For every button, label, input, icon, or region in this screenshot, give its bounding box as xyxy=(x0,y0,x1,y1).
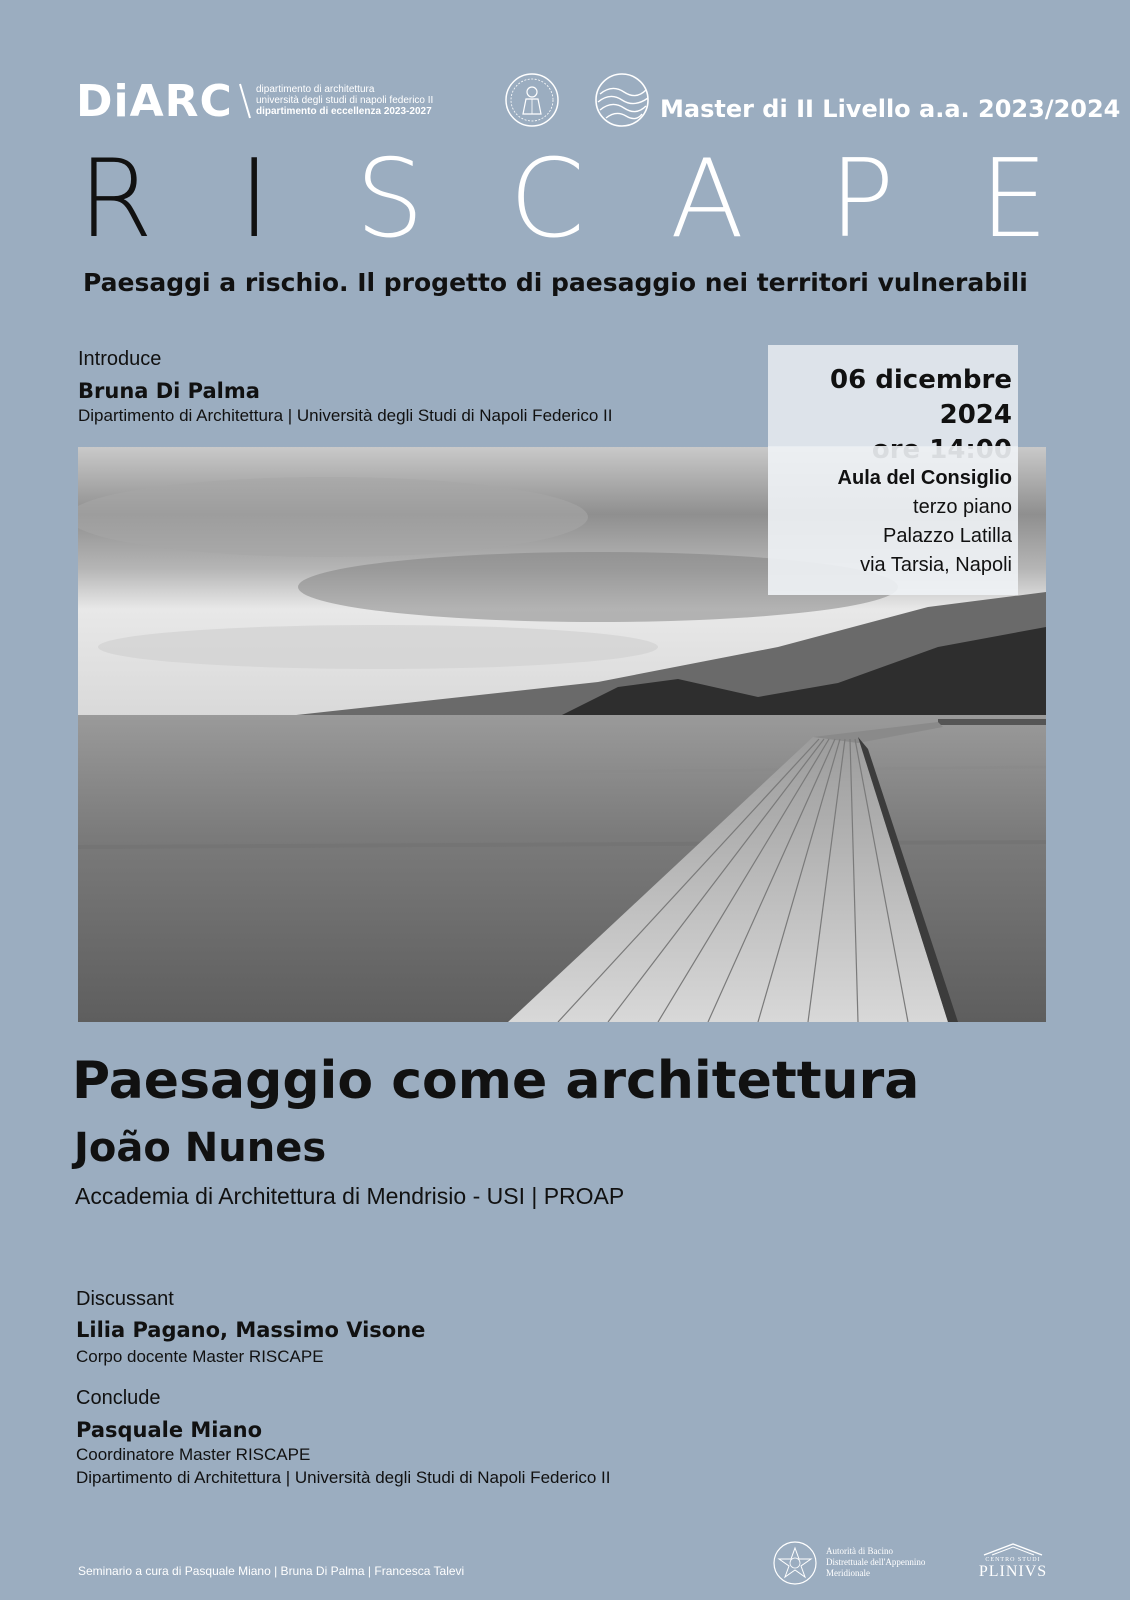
speaker-affiliation: Accademia di Architettura di Mendrisio - USI | PROAP xyxy=(75,1183,625,1209)
partner-line: Meridionale xyxy=(826,1568,870,1578)
republic-emblem-icon xyxy=(772,1540,818,1586)
conclude-label: Conclude xyxy=(76,1387,161,1409)
university-seal-icon xyxy=(504,72,560,128)
department-text xyxy=(256,84,433,117)
plinius-name: PLINIVS xyxy=(978,1563,1048,1580)
venue-box xyxy=(768,446,1018,595)
diarc-logo: DiARC xyxy=(76,76,233,127)
venue-line: Aula del Consiglio xyxy=(837,467,1012,489)
seminar-credits: Seminario a cura di Pasquale Miano | Bruna Di Palma | Francesca Talevi xyxy=(78,1564,465,1578)
discussant-names: Lilia Pagano, Massimo Visone xyxy=(76,1318,426,1342)
discussant-label: Discussant xyxy=(76,1288,174,1310)
title-letter: C xyxy=(509,137,585,262)
basin-authority-text xyxy=(826,1546,925,1579)
venue-line: via Tarsia, Napoli xyxy=(860,554,1012,576)
title-letter: E xyxy=(979,137,1048,262)
lecture-title: Paesaggio come architettura xyxy=(72,1051,920,1111)
speaker-name: João Nunes xyxy=(74,1125,327,1171)
subtitle: Paesaggi a rischio. Il progetto di paesaggio nei territori vulnerabili xyxy=(83,268,1028,297)
wave-logo-icon xyxy=(594,72,650,128)
plinius-logo xyxy=(978,1542,1048,1590)
roof-icon xyxy=(978,1542,1048,1556)
introduce-affiliation: Dipartimento di Architettura | Università degli Studi di Napoli Federico II xyxy=(78,406,613,425)
partner-line: Distrettuale dell'Appennino xyxy=(826,1557,926,1567)
introduce-name: Bruna Di Palma xyxy=(78,379,260,403)
introduce-label: Introduce xyxy=(78,348,162,370)
department-line: dipartimento di architettura xyxy=(256,84,375,95)
plinius-subtitle: CENTRO STUDI xyxy=(985,1557,1041,1563)
event-date: 06 dicembre 2024 xyxy=(830,365,1012,430)
title-letter: I xyxy=(238,137,271,262)
partner-line: Autorità di Bacino xyxy=(826,1546,893,1556)
conclude-affiliation: Dipartimento di Architettura | Università degli Studi di Napoli Federico II xyxy=(76,1468,611,1487)
title-letter: P xyxy=(829,137,895,262)
discussant-role: Corpo docente Master RISCAPE xyxy=(76,1347,324,1366)
department-line: università degli studi di napoli federico II xyxy=(256,95,434,106)
department-line: dipartimento di eccellenza 2023-2027 xyxy=(256,106,432,117)
conclude-name: Pasquale Miano xyxy=(76,1418,263,1442)
venue-line: Palazzo Latilla xyxy=(883,525,1012,547)
conclude-role: Coordinatore Master RISCAPE xyxy=(76,1445,311,1464)
riscape-title xyxy=(78,137,1048,262)
venue-line: terzo piano xyxy=(913,496,1012,518)
title-letter: R xyxy=(78,137,154,262)
slash-divider-icon xyxy=(238,82,252,120)
master-label: Master di II Livello a.a. 2023/2024 xyxy=(660,95,1121,123)
date-box xyxy=(768,345,1018,446)
title-letter: S xyxy=(355,137,425,262)
title-letter: A xyxy=(670,137,744,262)
